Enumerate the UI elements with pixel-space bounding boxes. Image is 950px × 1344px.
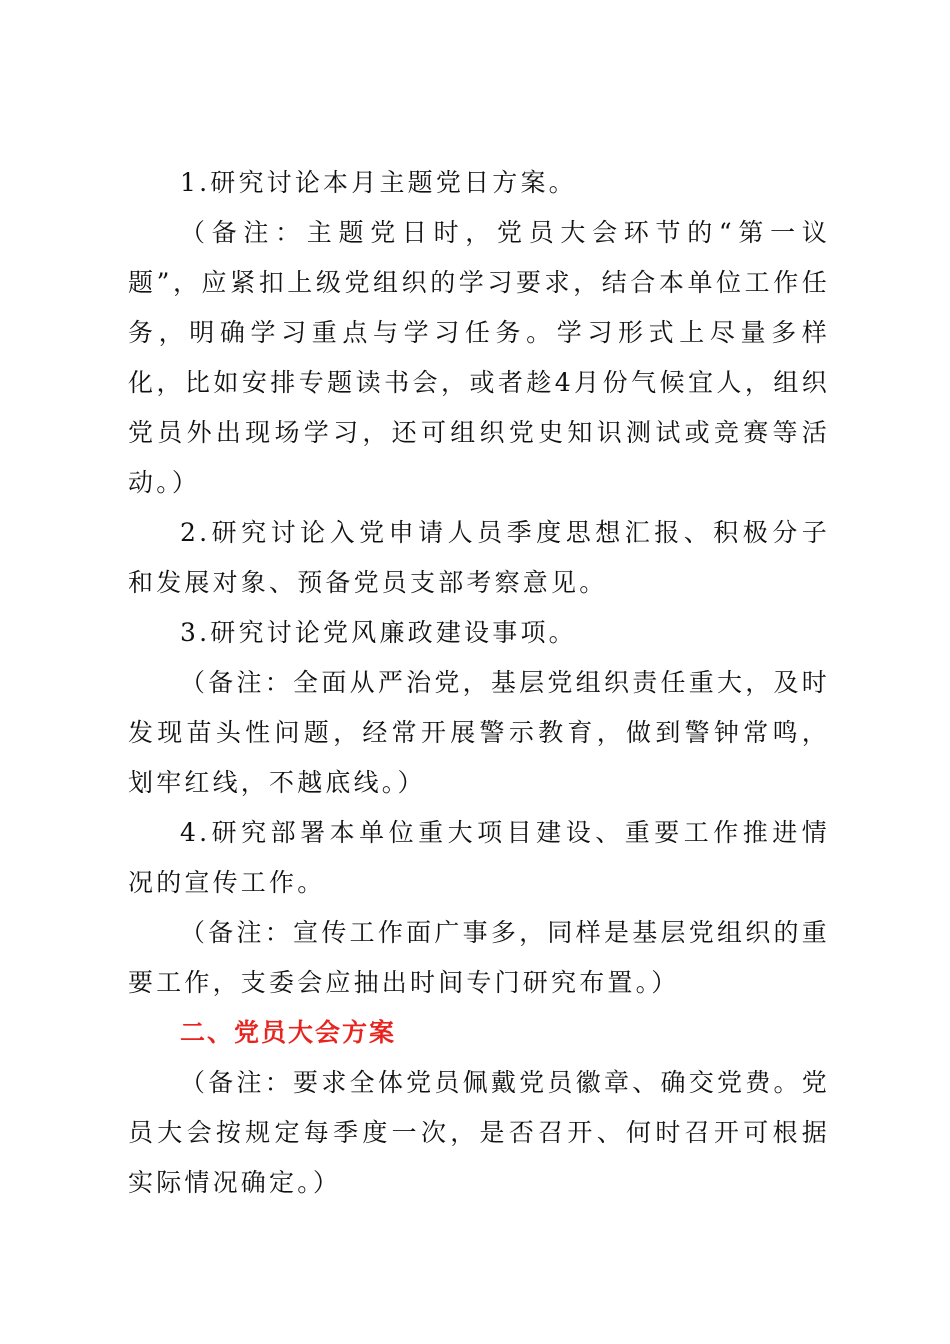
document-body — [128, 158, 830, 1208]
paragraph-note-4: （备注：宣传工作面广事多，同样是基层党组织的重要工作，支委会应抽出时间专门研究布置。） — [128, 918, 830, 997]
paragraph-item-2: 2.研究讨论入党申请人员季度思想汇报、积极分子和发展对象、预备党员支部考察意见。 — [128, 518, 830, 597]
paragraph-note-section: （备注：要求全体党员佩戴党员徽章、确交党费。党员大会按规定每季度一次，是否召开、何时召开可根据实际情况确定。） — [128, 1068, 830, 1197]
paragraph-item-1: 1.研究讨论本月主题党日方案。 — [180, 168, 577, 197]
paragraph-item-4: 4.研究部署本单位重大项目建设、重要工作推进情况的宣传工作。 — [128, 818, 830, 897]
paragraph-note-3: （备注：全面从严治党，基层党组织责任重大，及时发现苗头性问题，经常开展警示教育，做到警钟常鸣，划牢红线，不越底线。） — [128, 668, 830, 797]
section-heading: 二、党员大会方案 — [180, 1018, 397, 1047]
paragraph-item-3: 3.研究讨论党风廉政建设事项。 — [180, 618, 577, 647]
paragraph-note-1: （备注：主题党日时，党员大会环节的“第一议题”，应紧扣上级党组织的学习要求，结合本单位工作任务，明确学习重点与学习任务。学习形式上尽量多样化，比如安排专题读书会，或者趁4月份气候宜人，组织党员外出现场学习，还可组织党史知识测试或竞赛等活动。） — [128, 218, 830, 497]
